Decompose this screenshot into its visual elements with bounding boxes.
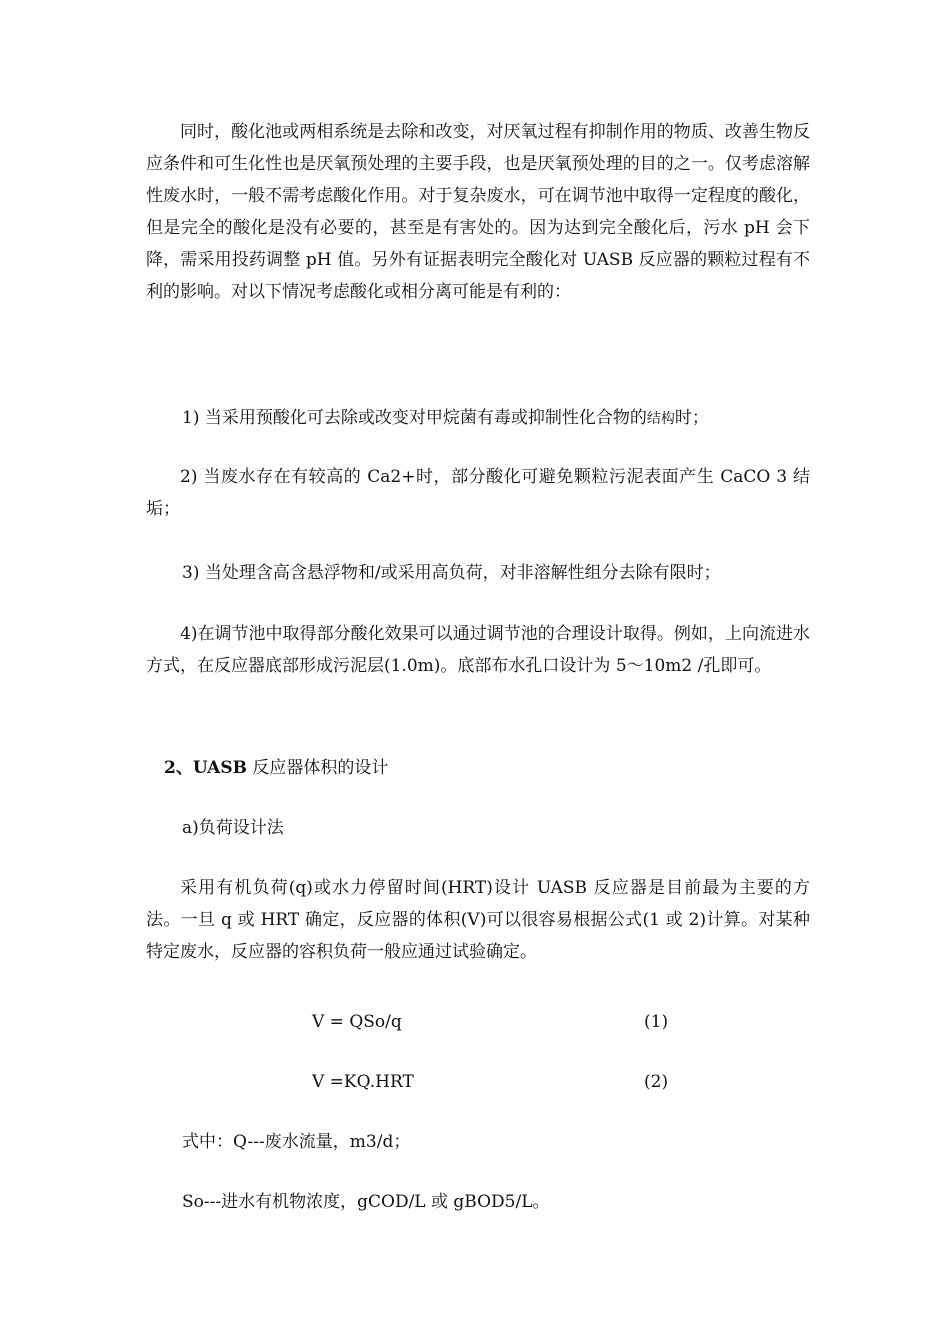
list-item-1-small: 结构	[646, 411, 675, 427]
formula-1: V = QSo/q	[312, 1012, 402, 1032]
list-item-4: 4)在调节池中取得部分酸化效果可以通过调节池的合理设计取得。例如，上向流进水方式，在反应器底部形成污泥层(1.0m)。底部布水孔口设计为 5～10m2 /孔即可。	[146, 624, 810, 676]
list-item-2: 2) 当废水存在有较高的 Ca2+时，部分酸化可避免颗粒污泥表面产生 CaCO 3 结垢；	[146, 467, 810, 519]
section-2-number: 2、UASB	[164, 758, 247, 778]
section-2-title: 反应器体积的设计	[246, 758, 389, 778]
formula-2-number: (2)	[644, 1072, 669, 1092]
list-item-3: 3) 当处理含高含悬浮物和/或采用高负荷，对非溶解性组分去除有限时；	[182, 563, 721, 583]
list-item-1-end: 时；	[674, 408, 709, 428]
definition-q: 式中：Q---废水流量，m3/d；	[182, 1132, 411, 1152]
list-item-1	[182, 402, 709, 435]
method-paragraph: 采用有机负荷(q)或水力停留时间(HRT)设计 UASB 反应器是目前最为主要的方法。一旦 q 或 HRT 确定，反应器的体积(V)可以很容易根据公式(1 或 2)计算。对某种特定废水，反应器的容积负荷一般应通过试验确定。	[146, 878, 810, 962]
intro-paragraph: 同时，酸化池或两相系统是去除和改变，对厌氧过程有抑制作用的物质、改善生物反应条件和可生化性也是厌氧预处理的主要手段，也是厌氧预处理的目的之一。仅考虑溶解性废水时，一般不需考虑酸化作用。对于复杂废水，可在调节池中取得一定程度的酸化，但是完全的酸化是没有必要的，甚至是有害处的。因为达到完全酸化后，污水 pH 会下降，需采用投药调整 pH 值。另外有证据表明完全酸化对 UASB 反应器的颗粒过程有不利的影响。对以下情况考虑酸化或相分离可能是有利的：	[146, 122, 810, 302]
section-2-heading	[164, 752, 388, 784]
formula-1-number: (1)	[644, 1012, 669, 1032]
list-item-1-text: 1) 当采用预酸化可去除或改变对甲烷菌有毒或抑制性化合物的	[182, 408, 647, 428]
formula-2: V =KQ.HRT	[312, 1072, 414, 1092]
subsection-a-heading: a)负荷设计法	[182, 818, 284, 838]
definition-so: So---进水有机物浓度，gCOD/L 或 gBOD5/L。	[182, 1192, 550, 1212]
